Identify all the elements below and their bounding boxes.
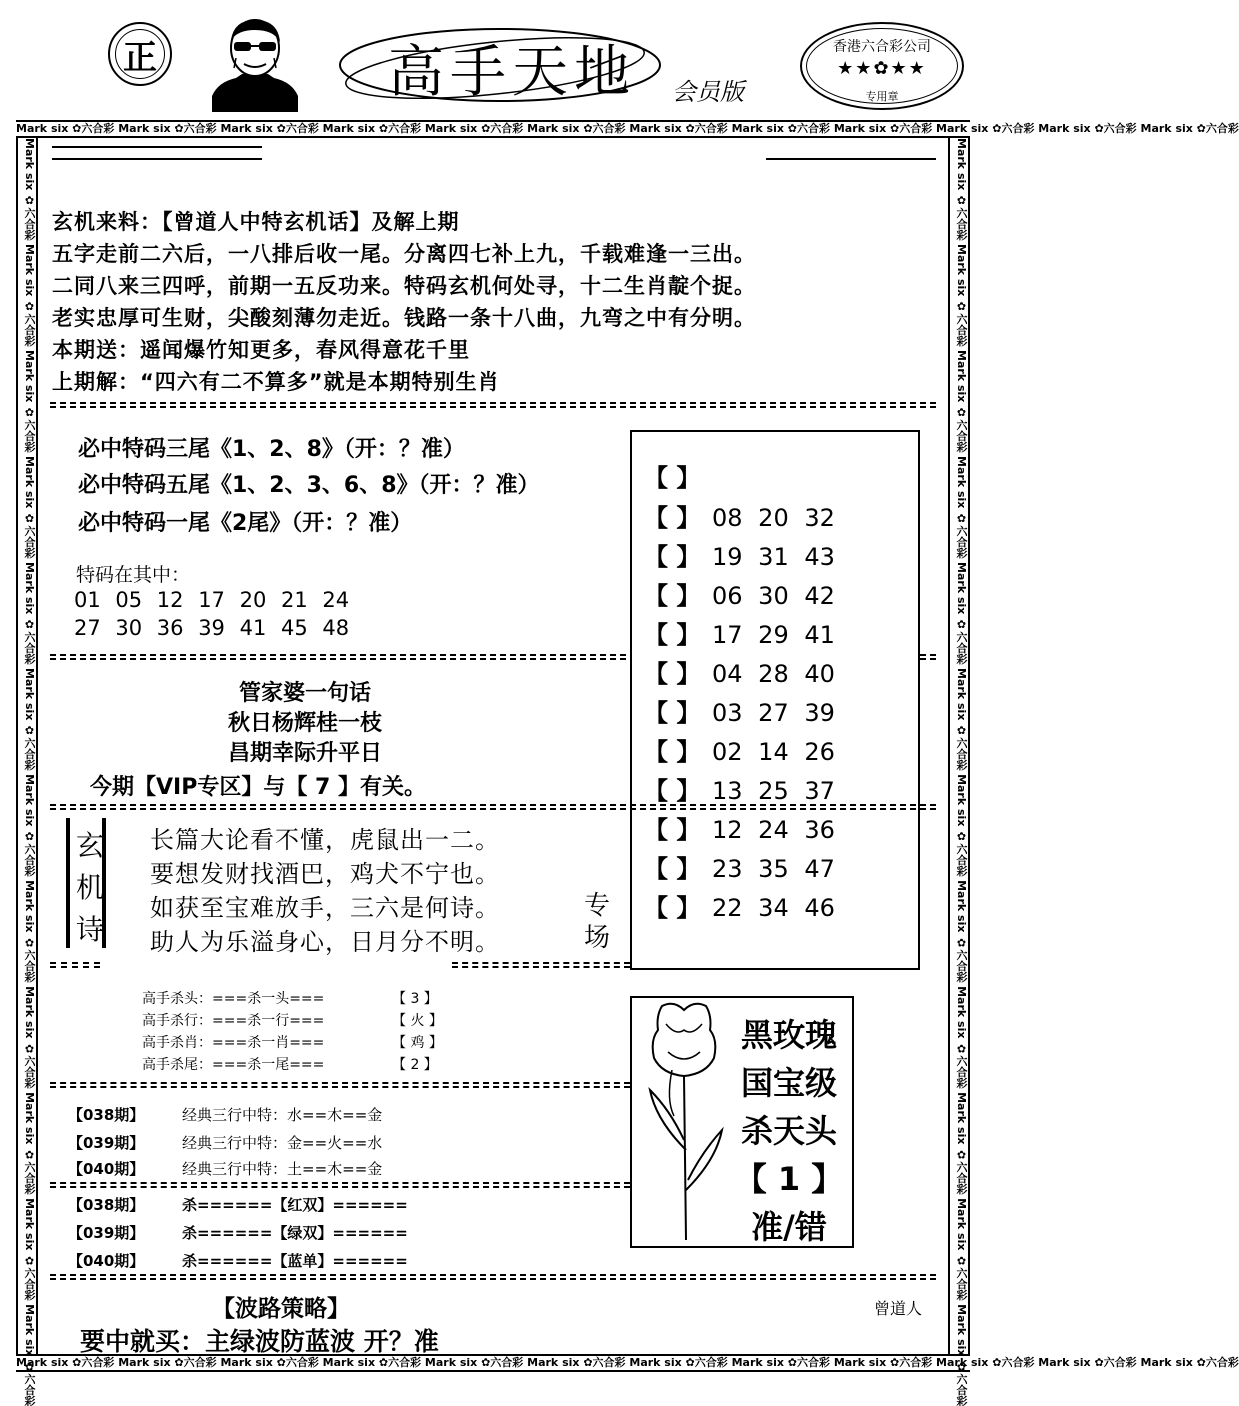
company-seal — [800, 22, 964, 110]
kill-zodiac-label: 高手杀肖：===杀一肖=== — [142, 1035, 325, 1051]
poem-line-4: 助人为乐溢身心，日月分不明。 — [150, 928, 500, 956]
color-period: 【039期】 — [68, 1224, 145, 1242]
header-rule-left-2 — [52, 158, 262, 160]
color-period: 【038期】 — [68, 1196, 145, 1214]
color-kill-text: 杀======【蓝单】====== — [182, 1252, 408, 1270]
rose-line-3: 杀天头 — [740, 1112, 837, 1150]
number-bracket: 【 】 — [644, 699, 701, 727]
color-kill-text: 杀======【红双】====== — [182, 1196, 408, 1214]
border-right-text: Mark six ✿六合彩 Mark six ✿六合彩 Mark six ✿六合彩 Mark six ✿六合彩 Mark six ✿六合彩 Mark six ✿六合彩 Mark six ✿六合彩 Mark six ✿六合彩 Mark six ✿六合彩 Mark six ✿六合彩 Mark six ✿六合彩 Mark six ✿六合彩 — [955, 138, 968, 1406]
border-bottom-text: Mark six ✿六合彩 Mark six ✿六合彩 Mark six ✿六合彩 Mark six ✿六合彩 Mark six ✿六合彩 Mark six ✿六合彩 Mark six ✿六合彩 Mark six ✿六合彩 Mark six ✿六合彩 Mark six ✿六合彩 Mark six ✿六合彩 Mark six ✿六合彩 — [16, 1356, 1239, 1369]
poem-box — [66, 818, 106, 948]
number-bracket: 【 】 — [644, 543, 701, 571]
riddle-answer: 上期解：“四六有二不算多”就是本期特别生肖 — [52, 370, 500, 394]
black-rose-box — [630, 996, 854, 1248]
wave-title: 【波路策略】 — [212, 1296, 350, 1322]
number-bracket: 【 】 — [644, 894, 701, 922]
number-row — [644, 498, 835, 533]
riddle-send: 本期送：遥闻爆竹知更多，春风得意花千里 — [52, 338, 470, 362]
poem-box-char: 诗 — [76, 913, 105, 946]
seal-top-text: 香港六合彩公司 — [833, 39, 931, 55]
divider-6 — [50, 1182, 630, 1188]
kill-tail-label: 高手杀尾：===杀一尾=== — [142, 1057, 325, 1073]
seal-stars: ★★✿★★ — [837, 58, 927, 79]
tail-three: 必中特码三尾《1、2、8》（开：？准） — [78, 437, 465, 462]
author-label: 曾道人 — [874, 1299, 923, 1318]
tail-one: 必中特码一尾《2尾》（开：？准） — [78, 511, 413, 536]
number-group: 22 34 46 — [712, 894, 835, 922]
number-panel — [630, 430, 920, 970]
number-bracket: 【 】 — [644, 738, 701, 766]
divider-3 — [50, 804, 936, 810]
rose-line-5: 准/错 — [751, 1208, 827, 1246]
number-row — [644, 693, 835, 728]
number-group: 03 27 39 — [712, 699, 835, 727]
tail-five: 必中特码五尾《1、2、3、6、8》（开：？准） — [78, 473, 540, 498]
border-top — [16, 120, 1239, 138]
number-row — [644, 771, 835, 806]
header-rule-left — [52, 146, 262, 148]
kill-head-label: 高手杀头：===杀一头=== — [142, 991, 325, 1007]
riddle-line-2: 二同八来三四呼，前期一五反功来。特码玄机何处寻，十二生肖靛个捉。 — [52, 274, 756, 298]
color-period: 【040期】 — [68, 1252, 145, 1270]
element-text: 经典三行中特：水==木==金 — [182, 1106, 383, 1124]
number-group: 06 30 42 — [712, 582, 835, 610]
portrait-image — [212, 18, 298, 112]
number-row — [644, 615, 835, 650]
logo-title: 高手天地 — [388, 40, 636, 105]
kill-element-value: 【 火 】 — [392, 1013, 443, 1029]
number-bracket: 【 】 — [644, 464, 701, 492]
kill-head-value: 【 3 】 — [392, 991, 438, 1007]
number-group: 08 20 32 — [712, 504, 835, 532]
poem-box-char: 机 — [76, 871, 105, 904]
element-period: 【040期】 — [68, 1160, 145, 1178]
header-rule-right — [766, 158, 936, 160]
guanjiapo-title: 管家婆一句话 — [238, 681, 371, 706]
number-bracket: 【 】 — [644, 504, 701, 532]
number-bracket: 【 】 — [644, 660, 701, 688]
number-bracket: 【 】 — [644, 621, 701, 649]
rose-icon — [636, 1000, 732, 1248]
divider-1 — [50, 402, 936, 408]
number-group: 02 14 26 — [712, 738, 835, 766]
element-text: 经典三行中特：金==火==水 — [182, 1134, 383, 1152]
wave-body: 要中就买：主绿波防蓝波 开？准 — [80, 1327, 439, 1356]
vip-line: 今期【VIP专区】与【 7 】有关。 — [90, 775, 426, 800]
number-row — [644, 654, 835, 689]
number-row — [644, 458, 712, 493]
number-group: 17 29 41 — [712, 621, 835, 649]
number-group: 13 25 37 — [712, 777, 835, 805]
rose-line-1: 黑玫瑰 — [740, 1016, 837, 1054]
kill-element-label: 高手杀行：===杀一行=== — [142, 1013, 325, 1029]
divider-7 — [50, 1274, 936, 1280]
seal-bottom-text: 专用章 — [865, 90, 899, 103]
special-field-label: 专场 — [584, 891, 611, 953]
divider-4-left — [50, 962, 100, 968]
zheng-stamp — [108, 22, 172, 86]
special-numbers-row2: 27 30 36 39 41 45 48 — [74, 616, 350, 640]
guanjiapo-line-2: 昌期幸际升平日 — [227, 741, 382, 766]
number-row — [644, 888, 835, 923]
number-bracket: 【 】 — [644, 855, 701, 883]
divider-4-right — [452, 962, 630, 968]
rose-line-2: 国宝级 — [740, 1064, 837, 1102]
number-row — [644, 732, 835, 767]
poem-box-char: 玄 — [76, 829, 105, 862]
number-row — [644, 810, 835, 845]
element-period: 【038期】 — [68, 1106, 145, 1124]
kill-tail-value: 【 2 】 — [392, 1057, 438, 1073]
number-group: 12 24 36 — [712, 816, 835, 844]
number-bracket: 【 】 — [644, 777, 701, 805]
edition-label: 会员版 — [672, 78, 744, 106]
number-bracket: 【 】 — [644, 816, 701, 844]
poem-line-1: 长篇大论看不懂，虎鼠出一二。 — [150, 826, 500, 854]
color-kill-text: 杀======【绿双】====== — [182, 1224, 408, 1242]
element-text: 经典三行中特：土==木==金 — [182, 1160, 383, 1178]
poem-line-3: 如获至宝难放手，三六是何诗。 — [150, 894, 500, 922]
divider-5 — [50, 1082, 630, 1088]
zheng-char: 正 — [123, 37, 157, 78]
guanjiapo-line-1: 秋日杨辉桂一枝 — [227, 711, 382, 736]
riddle-line-1: 五字走前二六后，一八排后收一尾。分离四七补上九，千载难逢一三出。 — [52, 242, 756, 266]
special-label: 特码在其中： — [76, 564, 191, 586]
border-left-text: Mark six ✿六合彩 Mark six ✿六合彩 Mark six ✿六合彩 Mark six ✿六合彩 Mark six ✿六合彩 Mark six ✿六合彩 Mark six ✿六合彩 Mark six ✿六合彩 Mark six ✿六合彩 Mark six ✿六合彩 Mark six ✿六合彩 Mark six ✿六合彩 — [23, 138, 36, 1406]
number-group: 19 31 43 — [712, 543, 835, 571]
number-row — [644, 576, 835, 611]
riddle-title: 玄机来料：【曾道人中特玄机话】及解上期 — [52, 210, 460, 234]
number-bracket: 【 】 — [644, 582, 701, 610]
border-right — [948, 138, 970, 1406]
number-row — [644, 537, 835, 572]
special-numbers-row1: 01 05 12 17 20 21 24 — [74, 588, 350, 612]
number-row — [644, 849, 835, 884]
number-group: 04 28 40 — [712, 660, 835, 688]
rose-line-4: 【 1 】 — [734, 1160, 844, 1198]
kill-zodiac-value: 【 鸡 】 — [392, 1035, 443, 1051]
number-group: 23 35 47 — [712, 855, 835, 883]
poem-line-2: 要想发财找酒巴，鸡犬不宁也。 — [150, 860, 500, 888]
riddle-line-3: 老实忠厚可生财，尖酸刻薄勿走近。钱路一条十八曲，九弯之中有分明。 — [52, 306, 756, 330]
element-period: 【039期】 — [68, 1134, 145, 1152]
border-top-text: Mark six ✿六合彩 Mark six ✿六合彩 Mark six ✿六合彩 Mark six ✿六合彩 Mark six ✿六合彩 Mark six ✿六合彩 Mark six ✿六合彩 Mark six ✿六合彩 Mark six ✿六合彩 Mark six ✿六合彩 Mark six ✿六合彩 Mark six ✿六合彩 — [16, 122, 1239, 135]
